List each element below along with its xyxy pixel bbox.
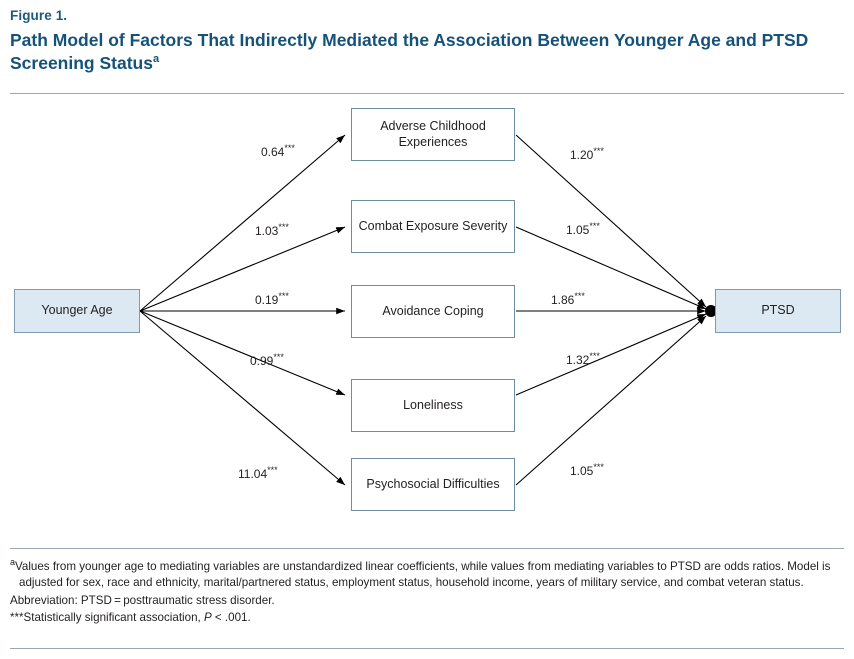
edge-label-younger-age-to-psychosocial-difficulties: [238, 465, 278, 481]
edge-label-loneliness-to-ptsd: [566, 351, 600, 367]
node-label: PTSD: [761, 303, 795, 318]
edge-value: 0.64: [261, 145, 285, 159]
node-younger-age[interactable]: [14, 289, 140, 333]
footnote-significance-symbol: P: [203, 611, 212, 625]
edge-value: 0.99: [250, 354, 274, 368]
edge-significance: ***: [574, 291, 585, 301]
node-ptsd[interactable]: [715, 289, 841, 333]
edge-label-combat-exposure-severity-to-ptsd: [566, 221, 600, 237]
node-label: Avoidance Coping: [382, 303, 484, 318]
edge-label-avoidance-coping-to-ptsd: [551, 291, 585, 307]
edge-value: 1.05: [570, 464, 594, 478]
edge-significance: ***: [284, 143, 295, 153]
footnote-significance-prefix: ***Statistically significant association,: [10, 611, 204, 625]
node-label: Loneliness: [403, 397, 463, 412]
node-loneliness[interactable]: [351, 379, 515, 432]
figure-title: [10, 29, 842, 75]
node-avoidance-coping[interactable]: [351, 285, 515, 338]
figure-title-superscript: a: [152, 53, 160, 66]
edge-significance: ***: [593, 462, 604, 472]
divider-bottom: [10, 548, 844, 549]
node-label: Combat Exposure Severity: [358, 218, 508, 233]
edge-significance: ***: [273, 352, 284, 362]
divider-top: [10, 93, 844, 94]
edge-value: 1.86: [551, 293, 575, 307]
node-psychosocial-difficulties[interactable]: [351, 458, 515, 511]
edge-label-adverse-childhood-experiences-to-ptsd: [570, 146, 604, 162]
edge-significance: ***: [589, 351, 600, 361]
edge-value: 0.19: [255, 293, 279, 307]
footnotes: [10, 556, 844, 628]
edge-significance: ***: [589, 221, 600, 231]
edge-significance: ***: [278, 222, 289, 232]
edge-value: 1.05: [566, 223, 590, 237]
footnote-a: [10, 556, 844, 592]
edge-significance: ***: [593, 146, 604, 156]
figure-label: Figure 1.: [10, 8, 68, 23]
footnote-a-text: Values from younger age to mediating variables are unstandardized linear coefficients, while values from mediating variables to PTSD are odds ratios. Model is adjusted for sex, race and ethnicity, marital/partnered status, employment status, household income, years of military service, and combat veteran status.: [15, 559, 831, 590]
edge-value: 1.03: [255, 224, 279, 238]
footnote-significance: [10, 610, 844, 626]
edge-label-younger-age-to-loneliness: [250, 352, 284, 368]
edge-label-psychosocial-difficulties-to-ptsd: [570, 462, 604, 478]
edge-significance: ***: [278, 291, 289, 301]
edge-label-younger-age-to-avoidance-coping: [255, 291, 289, 307]
node-combat-exposure-severity[interactable]: [351, 200, 515, 253]
footnote-significance-suffix: < .001.: [211, 611, 251, 625]
divider-end: [10, 648, 844, 649]
node-adverse-childhood-experiences[interactable]: [351, 108, 515, 161]
edge-value: 1.32: [566, 353, 590, 367]
edge-label-younger-age-to-adverse-childhood-experiences: [261, 143, 295, 159]
node-label: Psychosocial Difficulties: [366, 476, 500, 491]
edge-value: 11.04: [238, 467, 268, 481]
figure-title-text: Path Model of Factors That Indirectly Mediated the Association Between Younger Age and PTSD Screening Status: [10, 30, 809, 74]
node-label: Younger Age: [41, 303, 113, 318]
edge-label-younger-age-to-combat-exposure-severity: [255, 222, 289, 238]
node-label: Adverse Childhood Experiences: [380, 118, 486, 149]
footnote-abbreviation: Abbreviation: PTSD = posttraumatic stress disorder.: [10, 593, 275, 607]
path-model-diagram: [0, 95, 854, 545]
edge-significance: ***: [267, 465, 278, 475]
footnote-marker: a: [10, 557, 16, 567]
edge-value: 1.20: [570, 148, 594, 162]
